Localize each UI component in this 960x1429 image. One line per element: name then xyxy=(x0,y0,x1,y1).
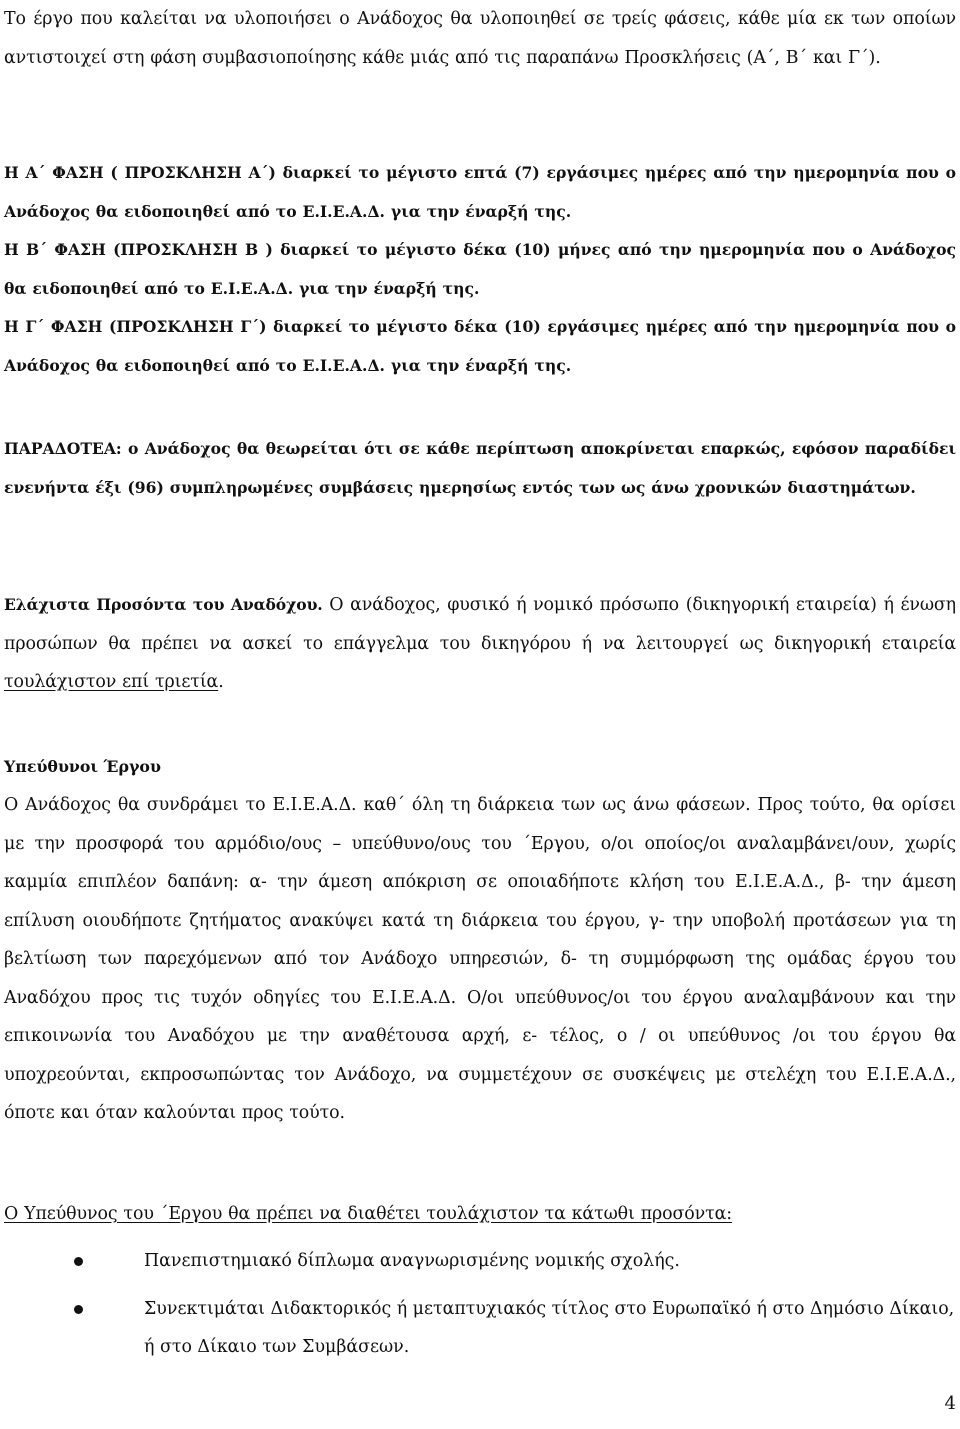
list-item: Πανεπιστημιακό δίπλωμα αναγνωρισμένης νομικής σχολής. xyxy=(4,1242,956,1281)
phase-a-paragraph: Η Α΄ ΦΑΣΗ ( ΠΡΟΣΚΛΗΣΗ Α΄) διαρκεί το μέγιστο επτά (7) εργάσιμες ημέρες από την ημερομηνία που ο Ανάδοχος θα ειδοποιηθεί από το Ε.Ι.Ε.Α.Δ. για την έναρξή της. xyxy=(4,163,956,221)
qualifications-paragraph xyxy=(4,586,956,702)
qualifications-text: Ο ανάδοχος, φυσικό ή νομικό πρόσωπο (δικηγορική εταιρεία) ή ένωση προσώπων θα πρέπει να ασκεί το επάγγελμα του δικηγόρου ή να λειτουργεί ως δικηγορική εταιρεία xyxy=(4,595,956,654)
list-item: Συνεκτιμάται Διδακτορικός ή μεταπτυχιακός τίτλος στο Ευρωπαϊκό ή στο Δημόσιο Δίκαιο, ή στο Δίκαιο των Συμβάσεων. xyxy=(4,1290,956,1367)
page-number: 4 xyxy=(944,1393,956,1414)
bullet-icon xyxy=(74,1257,83,1266)
requirements-list xyxy=(4,1242,956,1367)
responsible-heading: Υπεύθυνοι Έργου xyxy=(4,757,161,776)
bullet-icon xyxy=(74,1305,83,1314)
responsible-paragraph: Ο Ανάδοχος θα συνδράμει το Ε.Ι.Ε.Α.Δ. καθ΄ όλη τη διάρκεια των ως άνω φάσεων. Προς τούτο, θα ορίσει με την προσφορά του αρμόδιο/ους – υπεύθυνο/ους του ΄Εργου, ο/οι οποίος/οι αναλαμβάνει/ουν, χωρίς καμμία επιπλέον δαπάνη: α- την άμεση απόκριση σε οποιαδήποτε κλήση του Ε.Ι.Ε.Α.Δ., β- την άμεση επίλυση οιουδήποτε ζητήματος ανακύψει κατά τη διάρκεια του έργου, γ- την υποβολή προτάσεων για τη βελτίωση των παρεχόμενων από τον Ανάδοχο υπηρεσιών, δ- τη συμμόρφωση της ομάδας έργου του Αναδόχου προς τις τυχόν οδηγίες του Ε.Ι.Ε.Α.Δ. Ο/οι υπεύθυνος/οι του έργου αναλαμβάνουν και την επικοινωνία του Αναδόχου με την αναθέτουσα αρχή, ε- τέλος, ο / οι υπεύθυνος /οι του έργου θα υποχρεούνται, εκπροσωπώντας τον Ανάδοχο, να συμμετέχουν σε συσκέψεις με στελέχη του Ε.Ι.Ε.Α.Δ., όποτε και όταν καλούνται προς τούτο. xyxy=(4,795,956,1123)
qualifications-lead: Ελάχιστα Προσόντα του Αναδόχου. xyxy=(4,595,323,614)
phase-b-paragraph: Η Β΄ ΦΑΣΗ (ΠΡΟΣΚΛΗΣΗ Β ) διαρκεί το μέγιστο δέκα (10) μήνες από την ημερομηνία που ο Ανάδοχος θα ειδοποιηθεί από το Ε.Ι.Ε.Α.Δ. για την έναρξή της. xyxy=(4,240,956,298)
deliverables-paragraph: ΠΑΡΑΔΟΤΕΑ: ο Ανάδοχος θα θεωρείται ότι σε κάθε περίπτωση αποκρίνεται επαρκώς, εφόσον παραδίδει ενενήντα έξι (96) συμπληρωμένες συμβάσεις ημερησίως εντός των ως άνω χρονικών διαστημάτων. xyxy=(4,439,956,497)
requirements-heading: Ο Υπεύθυνος του ΄Εργου θα πρέπει να διαθέτει τουλάχιστον τα κάτωθι προσόντα: xyxy=(4,1204,733,1224)
phase-c-paragraph: Η Γ΄ ΦΑΣΗ (ΠΡΟΣΚΛΗΣΗ Γ΄) διαρκεί το μέγιστο δέκα (10) εργάσιμες ημέρες από την ημερομηνία που ο Ανάδοχος θα ειδοποιηθεί από το Ε.Ι.Ε.Α.Δ. για την έναρξή της. xyxy=(4,317,956,375)
qualifications-underlined: τουλάχιστον επί τριετία xyxy=(4,672,219,692)
qualifications-end: . xyxy=(218,672,224,692)
intro-paragraph: Το έργο που καλείται να υλοποιήσει ο Ανάδοχος θα υλοποιηθεί σε τρείς φάσεις, κάθε μία εκ των οποίων αντιστοιχεί στη φάση συμβασιοποίησης κάθε μιάς από τις παραπάνω Προσκλήσεις (Α΄, Β΄ και Γ΄). xyxy=(4,9,956,68)
